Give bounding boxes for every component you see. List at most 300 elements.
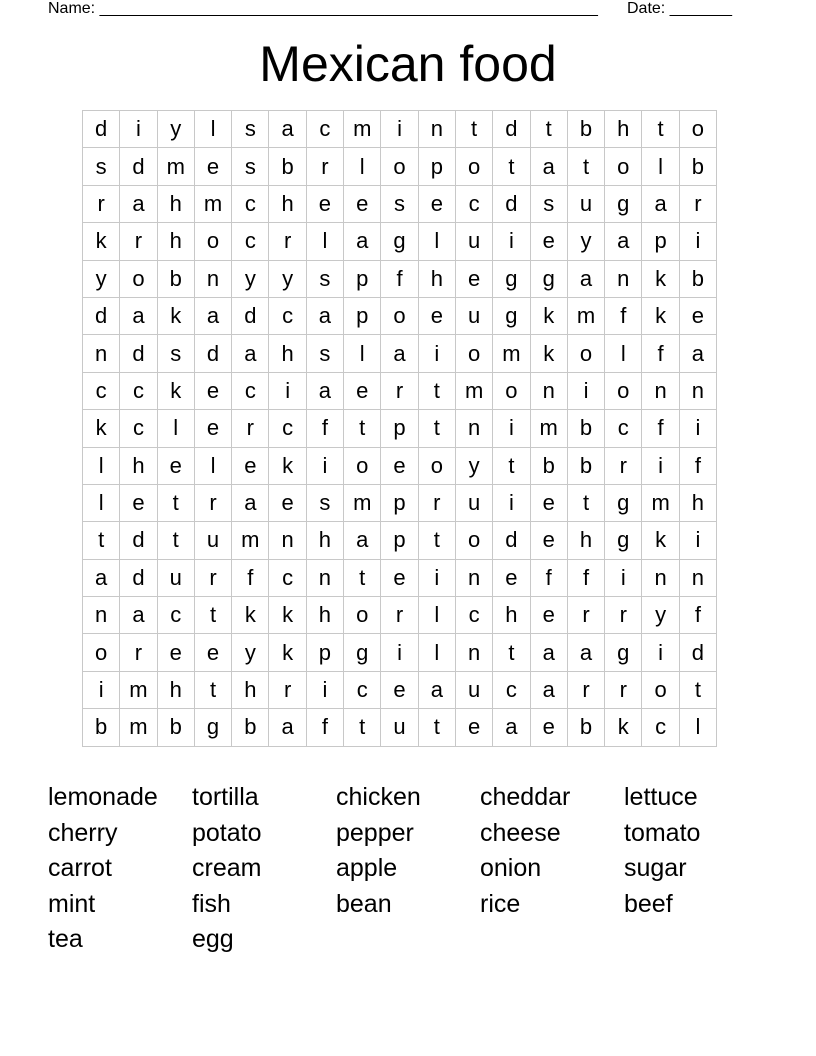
- grid-cell: r: [567, 671, 604, 708]
- grid-cell: g: [605, 484, 642, 521]
- grid-cell: a: [642, 185, 679, 222]
- grid-cell: u: [381, 709, 418, 746]
- word-list-item: beef: [624, 889, 673, 918]
- grid-cell: g: [194, 709, 231, 746]
- word-list-item: bean: [336, 889, 392, 918]
- grid-row: [83, 111, 717, 148]
- grid-cell: k: [605, 709, 642, 746]
- grid-cell: g: [381, 223, 418, 260]
- grid-cell: i: [306, 447, 343, 484]
- grid-cell: o: [679, 111, 716, 148]
- grid-cell: e: [493, 559, 530, 596]
- grid-cell: e: [269, 484, 306, 521]
- grid-cell: k: [83, 410, 120, 447]
- grid-cell: c: [232, 372, 269, 409]
- grid-cell: g: [605, 634, 642, 671]
- grid-cell: i: [679, 410, 716, 447]
- grid-cell: s: [83, 148, 120, 185]
- grid-cell: p: [344, 297, 381, 334]
- grid-cell: e: [344, 372, 381, 409]
- grid-row: [83, 671, 717, 708]
- grid-cell: h: [269, 335, 306, 372]
- name-field[interactable]: Name: ________________________________________________________: [48, 0, 598, 17]
- grid-cell: k: [157, 297, 194, 334]
- grid-cell: y: [567, 223, 604, 260]
- grid-cell: s: [232, 111, 269, 148]
- grid-cell: t: [418, 372, 455, 409]
- grid-cell: a: [530, 671, 567, 708]
- grid-cell: f: [530, 559, 567, 596]
- grid-cell: e: [455, 709, 492, 746]
- word-list-item: cheese: [480, 818, 561, 847]
- grid-cell: l: [679, 709, 716, 746]
- grid-cell: y: [455, 447, 492, 484]
- grid-cell: d: [493, 185, 530, 222]
- grid-cell: b: [157, 709, 194, 746]
- grid-cell: b: [567, 410, 604, 447]
- grid-cell: d: [120, 559, 157, 596]
- grid-cell: o: [418, 447, 455, 484]
- grid-cell: o: [605, 372, 642, 409]
- grid-cell: b: [157, 260, 194, 297]
- grid-row: [83, 372, 717, 409]
- grid-cell: m: [232, 522, 269, 559]
- grid-cell: e: [381, 559, 418, 596]
- grid-cell: r: [120, 634, 157, 671]
- grid-cell: o: [455, 148, 492, 185]
- grid-cell: h: [120, 447, 157, 484]
- grid-cell: a: [381, 335, 418, 372]
- grid-cell: e: [530, 709, 567, 746]
- grid-cell: c: [344, 671, 381, 708]
- grid-cell: u: [455, 297, 492, 334]
- grid-cell: l: [418, 223, 455, 260]
- grid-cell: i: [418, 335, 455, 372]
- grid-cell: g: [605, 522, 642, 559]
- grid-cell: h: [232, 671, 269, 708]
- grid-cell: n: [83, 335, 120, 372]
- grid-cell: l: [344, 148, 381, 185]
- grid-cell: k: [530, 335, 567, 372]
- grid-cell: u: [157, 559, 194, 596]
- grid-cell: a: [306, 372, 343, 409]
- grid-cell: h: [306, 597, 343, 634]
- grid-cell: i: [120, 111, 157, 148]
- grid-cell: u: [455, 484, 492, 521]
- grid-cell: d: [493, 111, 530, 148]
- grid-cell: a: [567, 260, 604, 297]
- grid-cell: d: [83, 297, 120, 334]
- grid-row: [83, 260, 717, 297]
- grid-cell: e: [418, 185, 455, 222]
- grid-cell: y: [269, 260, 306, 297]
- grid-cell: n: [455, 410, 492, 447]
- grid-row: [83, 335, 717, 372]
- grid-cell: g: [530, 260, 567, 297]
- grid-cell: k: [642, 522, 679, 559]
- grid-cell: l: [83, 447, 120, 484]
- grid-cell: c: [120, 410, 157, 447]
- grid-cell: s: [157, 335, 194, 372]
- grid-cell: r: [194, 484, 231, 521]
- word-list-item: fish: [192, 889, 231, 918]
- grid-cell: l: [157, 410, 194, 447]
- grid-cell: a: [344, 522, 381, 559]
- grid-cell: c: [306, 111, 343, 148]
- grid-cell: d: [120, 522, 157, 559]
- grid-cell: i: [493, 484, 530, 521]
- grid-cell: c: [493, 671, 530, 708]
- grid-cell: i: [493, 223, 530, 260]
- grid-cell: c: [269, 297, 306, 334]
- grid-cell: r: [567, 597, 604, 634]
- grid-cell: a: [120, 185, 157, 222]
- grid-cell: p: [381, 484, 418, 521]
- grid-cell: c: [120, 372, 157, 409]
- grid-cell: h: [605, 111, 642, 148]
- grid-cell: h: [418, 260, 455, 297]
- grid-cell: l: [605, 335, 642, 372]
- grid-cell: c: [642, 709, 679, 746]
- grid-cell: h: [567, 522, 604, 559]
- grid-cell: f: [567, 559, 604, 596]
- word-list-item: tea: [48, 925, 83, 954]
- grid-cell: o: [381, 148, 418, 185]
- grid-cell: t: [83, 522, 120, 559]
- grid-cell: a: [306, 297, 343, 334]
- grid-cell: i: [605, 559, 642, 596]
- grid-cell: d: [232, 297, 269, 334]
- grid-cell: k: [642, 260, 679, 297]
- grid-cell: b: [567, 447, 604, 484]
- grid-cell: l: [194, 447, 231, 484]
- page-title: Mexican food: [259, 36, 557, 92]
- grid-cell: l: [83, 484, 120, 521]
- word-list-item: lemonade: [48, 783, 158, 811]
- grid-cell: d: [194, 335, 231, 372]
- word-list-item: tortilla: [192, 783, 259, 811]
- grid-cell: g: [493, 297, 530, 334]
- grid-cell: n: [642, 372, 679, 409]
- grid-row: [83, 634, 717, 671]
- grid-cell: l: [194, 111, 231, 148]
- word-list-item: cream: [192, 854, 262, 883]
- grid-cell: m: [642, 484, 679, 521]
- grid-cell: t: [493, 634, 530, 671]
- grid-cell: i: [306, 671, 343, 708]
- grid-cell: e: [381, 671, 418, 708]
- grid-cell: o: [83, 634, 120, 671]
- word-list-item: carrot: [48, 854, 112, 883]
- grid-cell: h: [679, 484, 716, 521]
- grid-cell: b: [567, 709, 604, 746]
- grid-cell: t: [418, 709, 455, 746]
- grid-cell: t: [344, 709, 381, 746]
- grid-cell: u: [567, 185, 604, 222]
- grid-cell: n: [269, 522, 306, 559]
- grid-cell: r: [381, 372, 418, 409]
- grid-cell: n: [418, 111, 455, 148]
- grid-cell: s: [530, 185, 567, 222]
- grid-cell: i: [269, 372, 306, 409]
- grid-cell: n: [194, 260, 231, 297]
- grid-cell: n: [530, 372, 567, 409]
- grid-row: [83, 410, 717, 447]
- grid-cell: e: [530, 484, 567, 521]
- grid-cell: r: [605, 597, 642, 634]
- grid-cell: k: [83, 223, 120, 260]
- grid-cell: a: [679, 335, 716, 372]
- grid-cell: l: [642, 148, 679, 185]
- grid-cell: a: [120, 297, 157, 334]
- grid-cell: f: [642, 410, 679, 447]
- grid-cell: n: [455, 559, 492, 596]
- grid-cell: m: [344, 111, 381, 148]
- grid-cell: t: [194, 597, 231, 634]
- grid-cell: t: [455, 111, 492, 148]
- grid-cell: r: [381, 597, 418, 634]
- grid-cell: n: [306, 559, 343, 596]
- grid-cell: e: [194, 148, 231, 185]
- grid-cell: e: [381, 447, 418, 484]
- grid-cell: a: [418, 671, 455, 708]
- word-list-item: potato: [192, 818, 262, 847]
- grid-cell: e: [418, 297, 455, 334]
- grid-cell: d: [120, 335, 157, 372]
- grid-cell: t: [418, 522, 455, 559]
- grid-row: [83, 297, 717, 334]
- grid-cell: l: [418, 597, 455, 634]
- grid-cell: n: [679, 372, 716, 409]
- grid-cell: n: [679, 559, 716, 596]
- grid-cell: a: [530, 148, 567, 185]
- grid-cell: e: [530, 223, 567, 260]
- grid-cell: s: [306, 335, 343, 372]
- grid-cell: e: [530, 522, 567, 559]
- grid-cell: r: [120, 223, 157, 260]
- grid-cell: s: [381, 185, 418, 222]
- grid-cell: f: [306, 410, 343, 447]
- grid-cell: a: [605, 223, 642, 260]
- grid-cell: y: [232, 634, 269, 671]
- grid-cell: f: [642, 335, 679, 372]
- word-list-item: rice: [480, 889, 521, 918]
- grid-cell: a: [269, 709, 306, 746]
- grid-cell: m: [530, 410, 567, 447]
- grid-cell: p: [381, 410, 418, 447]
- grid-cell: h: [306, 522, 343, 559]
- grid-cell: a: [530, 634, 567, 671]
- grid-cell: a: [269, 111, 306, 148]
- grid-cell: t: [344, 410, 381, 447]
- grid-cell: p: [306, 634, 343, 671]
- grid-cell: t: [344, 559, 381, 596]
- word-list-item: tomato: [624, 818, 701, 847]
- grid-cell: d: [493, 522, 530, 559]
- grid-cell: e: [344, 185, 381, 222]
- grid-cell: l: [418, 634, 455, 671]
- grid-cell: d: [679, 634, 716, 671]
- grid-cell: i: [83, 671, 120, 708]
- grid-cell: e: [194, 410, 231, 447]
- grid-cell: m: [493, 335, 530, 372]
- grid-cell: o: [642, 671, 679, 708]
- grid-cell: c: [269, 559, 306, 596]
- grid-cell: r: [232, 410, 269, 447]
- grid-cell: b: [83, 709, 120, 746]
- grid-cell: t: [194, 671, 231, 708]
- grid-cell: d: [83, 111, 120, 148]
- grid-cell: a: [83, 559, 120, 596]
- grid-row: [83, 447, 717, 484]
- grid-cell: i: [679, 223, 716, 260]
- grid-cell: m: [567, 297, 604, 334]
- grid-row: [83, 709, 717, 746]
- grid-cell: i: [679, 522, 716, 559]
- grid-cell: t: [567, 148, 604, 185]
- grid-cell: t: [567, 484, 604, 521]
- grid-cell: e: [232, 447, 269, 484]
- grid-row: [83, 484, 717, 521]
- grid-cell: y: [83, 260, 120, 297]
- grid-cell: i: [642, 634, 679, 671]
- grid-cell: k: [232, 597, 269, 634]
- grid-cell: p: [381, 522, 418, 559]
- grid-cell: e: [157, 447, 194, 484]
- grid-cell: n: [605, 260, 642, 297]
- grid-cell: o: [455, 522, 492, 559]
- grid-cell: a: [232, 335, 269, 372]
- grid-cell: c: [232, 185, 269, 222]
- grid-cell: p: [642, 223, 679, 260]
- grid-cell: o: [493, 372, 530, 409]
- grid-cell: l: [344, 335, 381, 372]
- grid-cell: a: [120, 597, 157, 634]
- grid-cell: n: [455, 634, 492, 671]
- grid-cell: r: [269, 671, 306, 708]
- grid-cell: o: [344, 447, 381, 484]
- grid-cell: s: [306, 484, 343, 521]
- grid-cell: c: [455, 597, 492, 634]
- grid-cell: i: [418, 559, 455, 596]
- grid-cell: p: [418, 148, 455, 185]
- grid-cell: k: [530, 297, 567, 334]
- grid-cell: a: [493, 709, 530, 746]
- grid-cell: b: [530, 447, 567, 484]
- grid-cell: f: [232, 559, 269, 596]
- grid-cell: e: [306, 185, 343, 222]
- word-list-item: onion: [480, 854, 542, 883]
- grid-cell: k: [269, 597, 306, 634]
- grid-cell: a: [194, 297, 231, 334]
- grid-cell: a: [567, 634, 604, 671]
- grid-cell: e: [194, 372, 231, 409]
- grid-cell: h: [493, 597, 530, 634]
- word-list-item: chicken: [336, 783, 421, 811]
- grid-cell: k: [157, 372, 194, 409]
- word-list-item: pepper: [336, 818, 414, 847]
- word-list-item: cheddar: [480, 783, 571, 811]
- word-list-item: egg: [192, 925, 234, 954]
- grid-row: [83, 148, 717, 185]
- grid-cell: t: [157, 484, 194, 521]
- grid-cell: b: [679, 148, 716, 185]
- grid-cell: i: [381, 634, 418, 671]
- grid-cell: e: [530, 597, 567, 634]
- grid-cell: h: [157, 185, 194, 222]
- word-search-grid: [82, 110, 717, 747]
- date-field[interactable]: Date: _______: [627, 0, 732, 17]
- grid-cell: o: [605, 148, 642, 185]
- grid-cell: t: [642, 111, 679, 148]
- grid-cell: t: [493, 447, 530, 484]
- grid-cell: p: [344, 260, 381, 297]
- grid-row: [83, 597, 717, 634]
- word-list: [48, 780, 768, 958]
- grid-cell: m: [157, 148, 194, 185]
- grid-cell: r: [605, 447, 642, 484]
- grid-cell: t: [679, 671, 716, 708]
- grid-cell: o: [194, 223, 231, 260]
- grid-cell: g: [344, 634, 381, 671]
- grid-row: [83, 559, 717, 596]
- grid-cell: o: [567, 335, 604, 372]
- grid-cell: s: [306, 260, 343, 297]
- grid-cell: r: [306, 148, 343, 185]
- grid-cell: b: [567, 111, 604, 148]
- grid-cell: s: [232, 148, 269, 185]
- grid-cell: r: [605, 671, 642, 708]
- grid-cell: m: [120, 709, 157, 746]
- grid-cell: g: [605, 185, 642, 222]
- grid-row: [83, 185, 717, 222]
- grid-cell: y: [157, 111, 194, 148]
- grid-cell: t: [418, 410, 455, 447]
- grid-cell: t: [530, 111, 567, 148]
- grid-cell: r: [418, 484, 455, 521]
- grid-cell: t: [493, 148, 530, 185]
- grid-cell: l: [306, 223, 343, 260]
- grid-cell: k: [642, 297, 679, 334]
- grid-cell: c: [269, 410, 306, 447]
- grid-cell: b: [679, 260, 716, 297]
- grid-cell: o: [381, 297, 418, 334]
- grid-cell: e: [679, 297, 716, 334]
- grid-cell: o: [120, 260, 157, 297]
- grid-cell: y: [642, 597, 679, 634]
- word-list-item: mint: [48, 889, 96, 918]
- grid-cell: f: [605, 297, 642, 334]
- grid-cell: b: [232, 709, 269, 746]
- grid-cell: m: [344, 484, 381, 521]
- word-list-item: cherry: [48, 818, 118, 847]
- grid-cell: c: [83, 372, 120, 409]
- grid-cell: a: [232, 484, 269, 521]
- grid-cell: g: [493, 260, 530, 297]
- grid-cell: e: [157, 634, 194, 671]
- grid-cell: u: [455, 671, 492, 708]
- grid-cell: i: [493, 410, 530, 447]
- grid-cell: b: [269, 148, 306, 185]
- grid-cell: y: [232, 260, 269, 297]
- grid-cell: i: [642, 447, 679, 484]
- grid-cell: r: [269, 223, 306, 260]
- grid-cell: h: [157, 223, 194, 260]
- word-list-item: sugar: [624, 854, 687, 883]
- grid-cell: r: [679, 185, 716, 222]
- grid-cell: k: [269, 447, 306, 484]
- grid-cell: m: [455, 372, 492, 409]
